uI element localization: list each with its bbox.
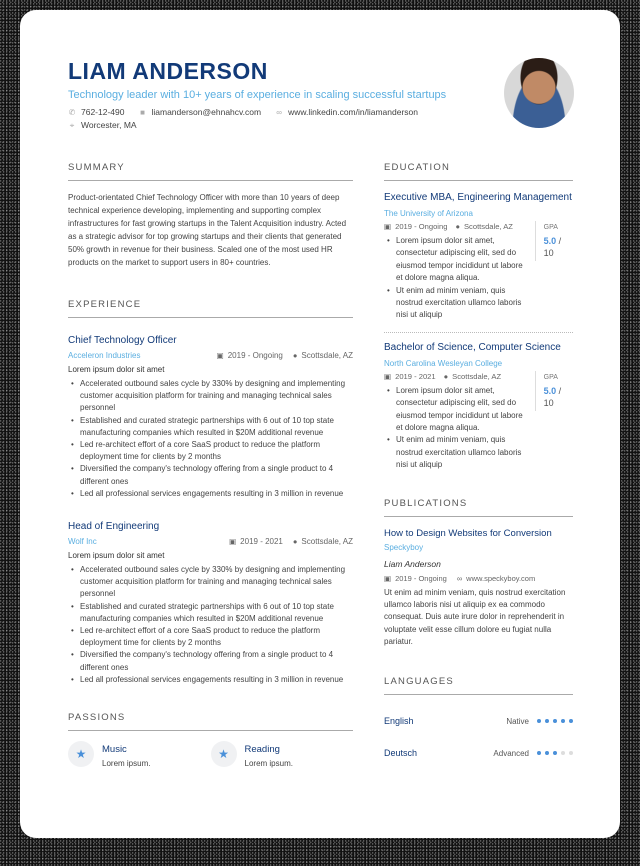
- location-pin-icon: ⌖: [69, 121, 75, 130]
- passion-item: [211, 741, 354, 770]
- location-pin-icon: ●: [292, 537, 298, 547]
- gpa-block: [535, 371, 573, 411]
- location-pin-icon: ●: [443, 371, 449, 381]
- publication-dates: 2019 - Ongoing: [395, 573, 447, 583]
- summary-section: [68, 162, 353, 269]
- gpa-label: GPA: [543, 373, 558, 381]
- bullet: • Led all professional services engagements resulting in 3 million in revenue: [68, 674, 353, 686]
- job-bullets: [68, 378, 353, 500]
- resume-header: [68, 58, 488, 132]
- resume-page: [20, 10, 620, 838]
- gpa-value: 5.0: [543, 385, 557, 396]
- contact-info: [68, 106, 488, 132]
- passion-title: Reading: [244, 744, 280, 756]
- education-entry: [384, 191, 573, 322]
- degree-title: Executive MBA, Engineering Management: [384, 192, 572, 203]
- gpa-value: 5.0: [543, 236, 557, 246]
- linkedin-text[interactable]: www.linkedin.com/in/liamanderson: [288, 107, 418, 117]
- tagline: Technology leader with 10+ years of experience in scaling successful startups: [68, 89, 447, 101]
- dot-filled: [545, 751, 549, 755]
- job-description: Lorem ipsum dolor sit amet: [68, 365, 165, 374]
- bullet: • Accelerated outbound sales cycle by 330% by designing and implementing customer acquisition platform for training and managing technical sales personnel: [68, 378, 353, 415]
- location-text: Worcester, MA: [81, 120, 137, 130]
- dot-filled: [553, 751, 557, 755]
- job-bullets: [68, 564, 353, 686]
- dot-filled: [545, 719, 549, 723]
- section-title-passions: PASSIONS: [68, 712, 353, 731]
- link-icon: ∞: [276, 108, 282, 117]
- summary-text: Product-orientated Chief Technology Officer with more than 10 years of deep technical experience developing, implementing and supporting complex infrastructures for fast growing startups in the Talent Acquisition industry. Acted as a strategic advisor for top growing startups and their clients that generated 50% growth in revenue for their business. Scaled one of the most used HR products on the market to support users in 80+ countries.: [68, 193, 347, 267]
- edu-bullets: [384, 385, 527, 472]
- right-column: [384, 162, 573, 769]
- education-section: [384, 162, 573, 472]
- job-title: Chief Technology Officer: [68, 335, 177, 346]
- calendar-icon: ▣: [229, 537, 237, 547]
- bullet: • Ut enim ad minim veniam, quis nostrud exercitation ullamco laboris nisi ut aliquip: [384, 434, 527, 471]
- star-icon: ★: [68, 741, 94, 767]
- linkedin-item[interactable]: [275, 106, 418, 119]
- phone-text: 762-12-490: [81, 107, 125, 117]
- dot-filled: [569, 719, 573, 723]
- languages-section: [384, 676, 573, 769]
- passions-section: [68, 712, 353, 770]
- edu-dates: 2019 - 2021: [395, 371, 436, 381]
- job-dates: 2019 - 2021: [240, 537, 283, 547]
- bullet: • Diversified the company's technology offering from a single product to 4 different ones: [68, 649, 353, 673]
- dot-filled: [537, 751, 541, 755]
- bullet: • Diversified the company's technology offering from a single product to 4 different ones: [68, 463, 353, 487]
- location-pin-icon: ●: [455, 222, 460, 231]
- language-name: Deutsch: [384, 748, 418, 759]
- star-icon: ★: [211, 741, 237, 767]
- calendar-icon: ▣: [216, 351, 224, 360]
- bullet: • Established and curated strategic partnerships with 6 out of 10 top state manufacturing companies which resulted in $20M additional revenue: [68, 601, 353, 625]
- job-description: Lorem ipsum dolor sit amet: [68, 551, 165, 561]
- gpa-max: / 10: [543, 385, 562, 408]
- language-level: Native: [506, 716, 529, 726]
- bullet: • Ut enim ad minim veniam, quis nostrud exercitation ullamco laboris nisi ut aliquip: [384, 285, 527, 322]
- school-name: The University of Arizona: [384, 209, 473, 218]
- bullet: • Accelerated outbound sales cycle by 330% by designing and implementing customer acquisition platform for training and managing technical sales personnel: [68, 564, 353, 601]
- language-item: [384, 705, 573, 737]
- bullet: • Led re-architect effort of a core SaaS product to reduce the platform deployment time for clients by 2 months: [68, 625, 353, 649]
- company-name: Acceleron Industries: [68, 351, 141, 360]
- experience-section: [68, 299, 353, 686]
- job-entry: [68, 334, 353, 500]
- proficiency-dots: [537, 751, 573, 755]
- email-text[interactable]: liamanderson@ehnahcv.com: [151, 107, 262, 117]
- dot-empty: [561, 751, 565, 755]
- edu-location: Scottsdale, AZ: [463, 222, 513, 231]
- dot-filled: [561, 719, 565, 723]
- language-level: Advanced: [493, 748, 529, 758]
- gpa-label: GPA: [543, 224, 558, 231]
- edu-bullets: [384, 235, 527, 322]
- phone-item: [68, 106, 124, 119]
- bullet: • Led re-architect effort of a core SaaS product to reduce the platform deployment time for clients by 2 months: [68, 439, 353, 463]
- job-entry: [68, 520, 353, 686]
- publication-title: How to Design Websites for Conversion: [384, 527, 552, 539]
- candidate-name: LIAM ANDERSON: [68, 58, 268, 84]
- phone-icon: ✆: [68, 108, 76, 117]
- calendar-icon: ▣: [384, 222, 392, 231]
- proficiency-dots: [537, 719, 573, 723]
- location-pin-icon: ●: [292, 351, 298, 360]
- language-name: English: [384, 716, 414, 727]
- calendar-icon: ▣: [384, 371, 392, 381]
- section-title-summary: SUMMARY: [68, 162, 353, 181]
- passion-item: [68, 741, 211, 770]
- email-item[interactable]: [138, 106, 261, 119]
- publication-description: Ut enim ad minim veniam, quis nostrud exercitation ullamco laboris nisi ut aliquip ex ea commodo consequat. Duis aute irure dolor in reprehenderit in voluptate velit esse cillum dolore eu fugiat nulla pariatur.: [384, 587, 566, 646]
- bullet: • Lorem ipsum dolor sit amet, consectetur adipiscing elit, sed do eiusmod tempor incididunt ut labore et dolore magna aliqua.: [384, 235, 527, 285]
- section-title-languages: LANGUAGES: [384, 676, 573, 695]
- bullet: • Established and curated strategic partnerships with 6 out of 10 top state manufacturing companies which resulted in $20M additional revenue: [68, 415, 353, 439]
- job-location: Scottsdale, AZ: [301, 351, 353, 360]
- passion-title: Music: [102, 744, 127, 756]
- publication-author: Liam Anderson: [384, 558, 441, 569]
- job-location: Scottsdale, AZ: [301, 537, 353, 547]
- gpa-block: [535, 221, 573, 261]
- company-name: Wolf Inc: [68, 537, 97, 547]
- edu-location: Scottsdale, AZ: [452, 371, 502, 381]
- calendar-icon: ▣: [384, 573, 392, 583]
- link-icon: ∞: [456, 573, 463, 583]
- dot-filled: [537, 719, 541, 723]
- school-name: North Carolina Wesleyan College: [384, 358, 503, 368]
- edu-dates: 2019 - Ongoing: [395, 222, 448, 231]
- gpa-max: / 10: [543, 236, 562, 258]
- language-item: [384, 737, 573, 769]
- location-item: [68, 119, 137, 132]
- passion-description: Lorem ipsum.: [244, 759, 293, 769]
- email-icon: ■: [140, 108, 145, 117]
- job-dates: 2019 - Ongoing: [227, 351, 283, 360]
- education-entry: [384, 341, 573, 472]
- job-title: Head of Engineering: [68, 521, 160, 533]
- dot-filled: [553, 719, 557, 723]
- profile-photo: [504, 58, 574, 128]
- bullet: • Lorem ipsum dolor sit amet, consectetur adipiscing elit, sed do eiusmod tempor incididunt ut labore et dolore magna aliqua.: [384, 385, 527, 435]
- dot-empty: [569, 751, 573, 755]
- bullet: • Led all professional services engagements resulting in 3 million in revenue: [68, 488, 353, 500]
- section-title-education: EDUCATION: [384, 162, 573, 181]
- left-column: [68, 162, 353, 770]
- degree-title: Bachelor of Science, Computer Science: [384, 341, 561, 353]
- publication-url[interactable]: www.speckyboy.com: [466, 573, 536, 583]
- section-title-publications: PUBLICATIONS: [384, 498, 573, 517]
- publication-source: Speckyboy: [384, 542, 424, 552]
- publication-entry: [384, 527, 573, 648]
- divider: [384, 332, 573, 333]
- section-title-experience: EXPERIENCE: [68, 299, 353, 318]
- publications-section: [384, 498, 573, 648]
- passion-description: Lorem ipsum.: [102, 759, 151, 769]
